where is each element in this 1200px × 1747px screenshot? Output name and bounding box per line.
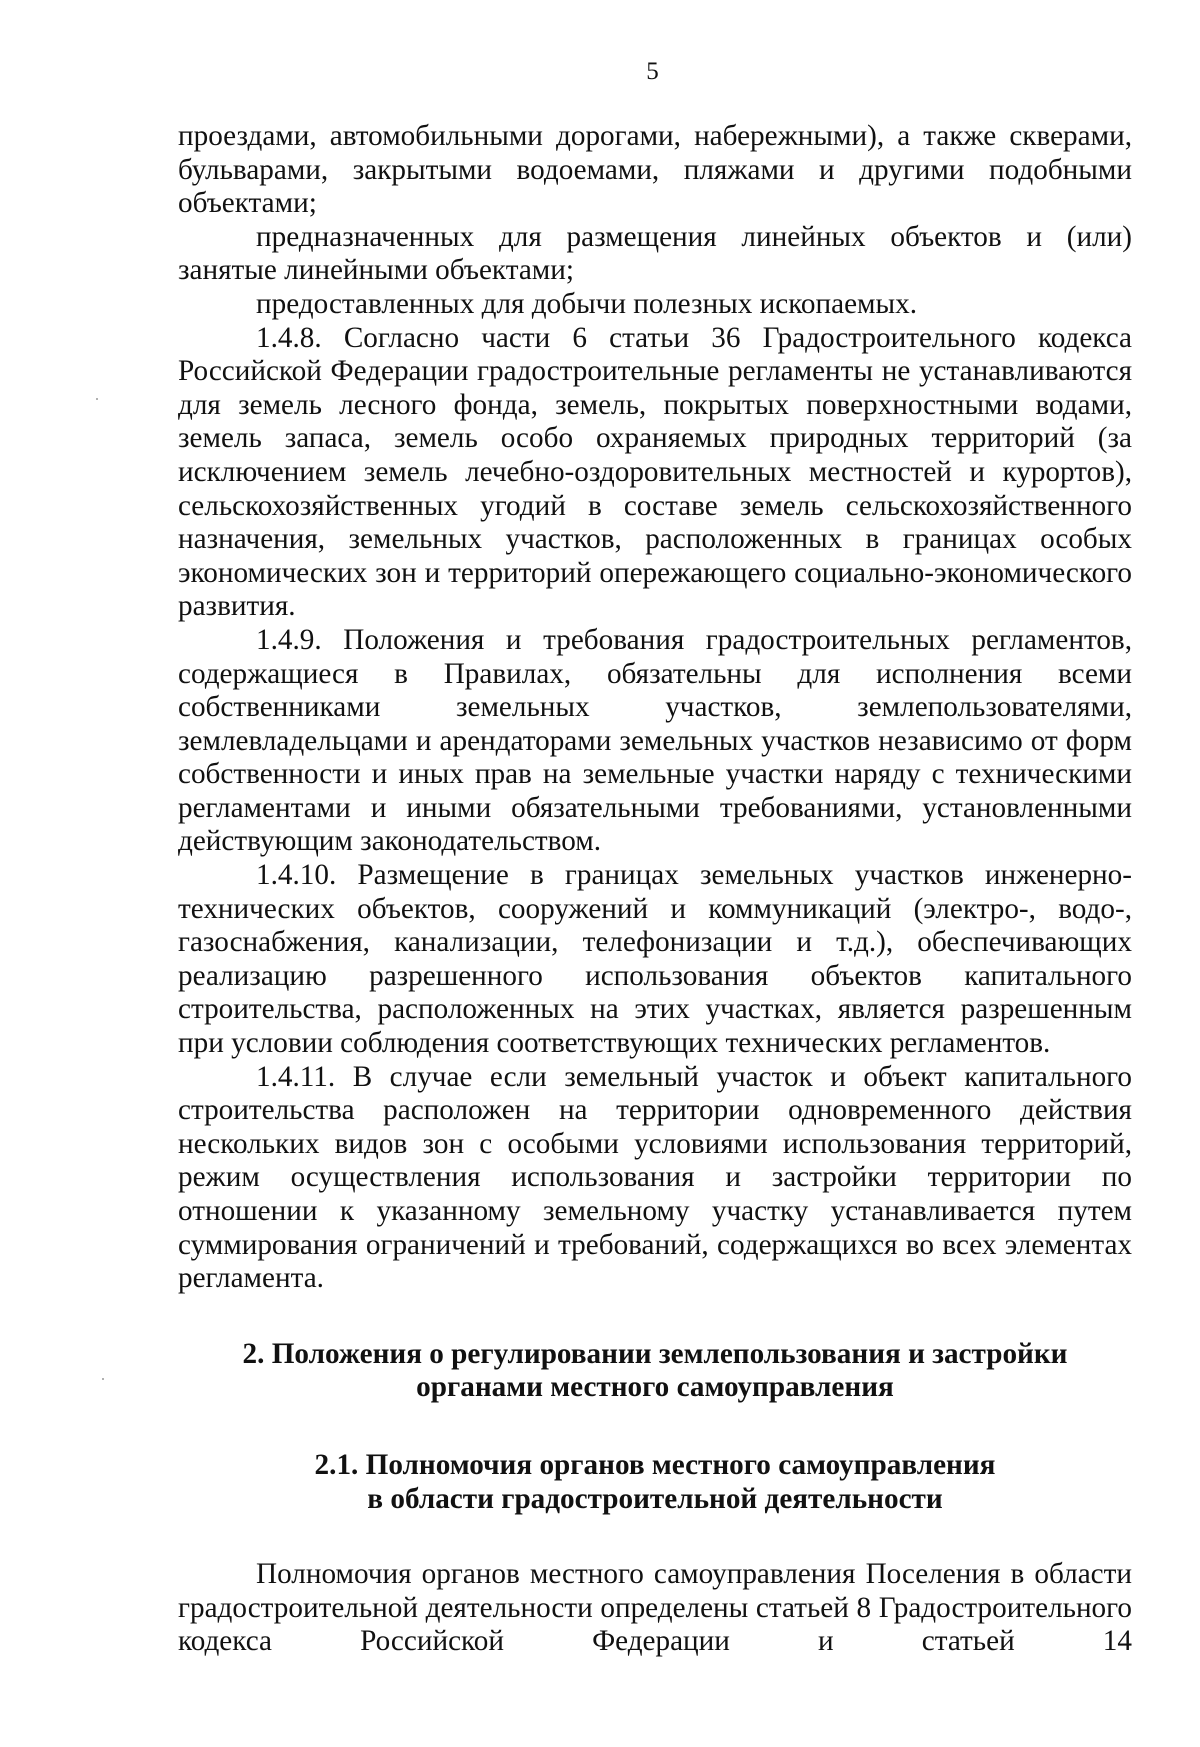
subsection-heading bbox=[178, 1449, 1132, 1516]
subsection-heading-line1: 2.1. Полномочия органов местного самоуправления bbox=[314, 1448, 996, 1481]
section-heading-line2: органами местного самоуправления bbox=[416, 1371, 894, 1404]
scan-speck bbox=[102, 1378, 104, 1380]
paragraph-1-4-10: 1.4.10. Размещение в границах земельных участков инженерно-технических объектов, сооружений и коммуникаций (электро-, водо-, газоснабжения, канализации, телефонизации и т.д.), обеспечивающих реализацию разрешенного использования объектов капитального строительства, расположенных на этих участках, является разрешенным при условии соблюдения соответствующих технических регламентов. bbox=[178, 859, 1132, 1060]
page-number: 5 bbox=[646, 58, 659, 85]
scan-speck bbox=[96, 398, 98, 400]
paragraph-continuation: проездами, автомобильными дорогами, набережными), а также скверами, бульварами, закрытыми водоемами, пляжами и другими подобными объектами; bbox=[178, 120, 1132, 220]
section-heading-line1: 2. Положения о регулировании землепользования и застройки bbox=[242, 1337, 1068, 1370]
paragraph-1-4-9: 1.4.9. Положения и требования градостроительных регламентов, содержащиеся в Правилах, обязательны для исполнения всеми собственниками земельных участков, землепользователями, землевладельцами и арендаторами земельных участков независимо от форм собственности и иных прав на земельные участки наряду с техническими регламентами и иными обязательными требованиями, установленными действующим законодательством. bbox=[178, 623, 1132, 858]
paragraph-linear-objects: предназначенных для размещения линейных объектов и (или) занятые линейными объектами; bbox=[178, 220, 1132, 287]
paragraph-authority: Полномочия органов местного самоуправления Поселения в области градостроительной деятельности определены статьей 8 Градостроительного кодекса Российской Федерации и статьей 14 bbox=[178, 1558, 1132, 1658]
section-heading bbox=[178, 1338, 1132, 1405]
subsection-heading-line2: в области градостроительной деятельности bbox=[367, 1482, 943, 1515]
paragraph-1-4-8: 1.4.8. Согласно части 6 статьи 36 Градостроительного кодекса Российской Федерации градостроительные регламенты не устанавливаются для земель лесного фонда, земель, покрытых поверхностными водами, земель запаса, земель особо охраняемых природных территорий (за исключением земель лечебно-оздоровительных местностей и курортов), сельскохозяйственных угодий в составе земель сельскохозяйственного назначения, земельных участков, расположенных в границах особых экономических зон и территорий опережающего социально-экономического развития. bbox=[178, 321, 1132, 623]
paragraph-mineral-extraction: предоставленных для добычи полезных ископаемых. bbox=[256, 287, 917, 320]
document-body bbox=[178, 120, 1132, 1659]
paragraph-1-4-11: 1.4.11. В случае если земельный участок и объект капитального строительства расположен на территории одновременного действия нескольких видов зон с особыми условиями использования территорий, режим осуществления использования и застройки территории по отношении к указанному земельному участку устанавливается путем суммирования ограничений и требований, содержащихся во всех элементах регламента. bbox=[178, 1060, 1132, 1295]
